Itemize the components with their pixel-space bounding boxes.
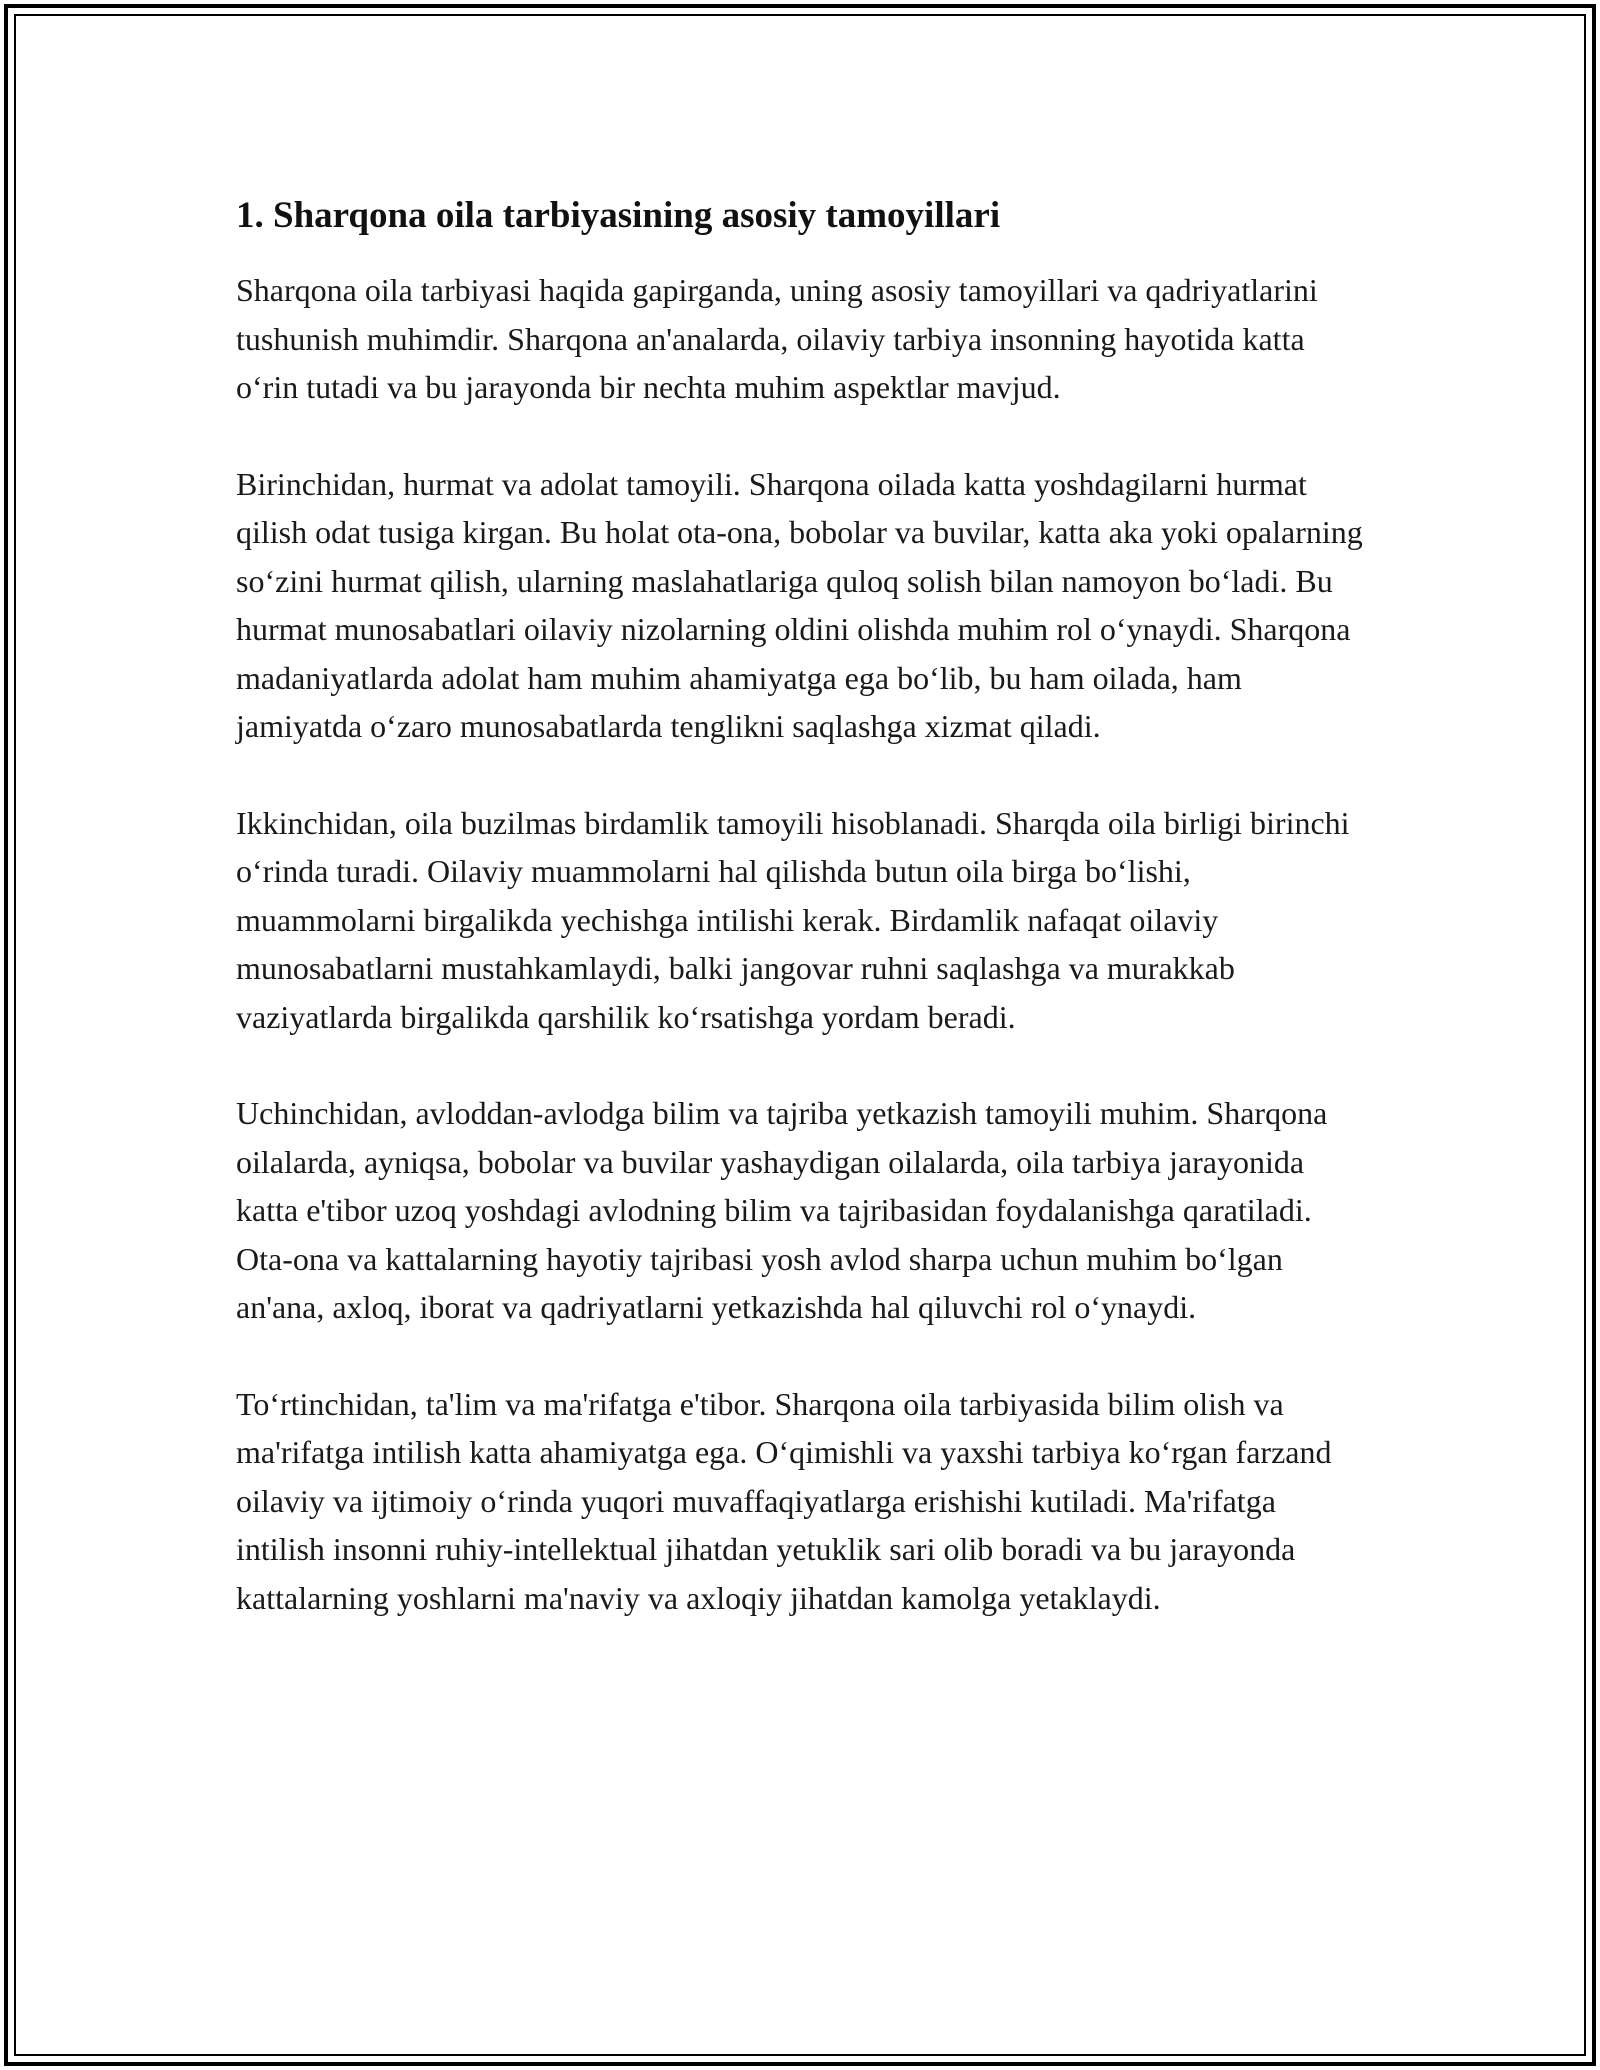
paragraph-generational-knowledge: Uchinchidan, avloddan-avlodga bilim va tajriba yetkazish tamoyili muhim. Sharqona oilalarda, ayniqsa, bobolar va buvilar yashaydigan oilalarda, oila tarbiya jarayonida katta e'tibor uzoq yoshdagi avlodning bilim va tajribasidan foydalanishga qaratiladi. Ota-ona va kattalarning hayotiy tajribasi yosh avlod sharpa uchun muhim bo‘lgan an'ana, axloq, iborat va qadriyatlarni yetkazishda hal qiluvchi rol o‘ynaydi.: [236, 1095, 1328, 1325]
document-body: [236, 188, 1366, 1670]
paragraph-family-unity: Ikkinchidan, oila buzilmas birdamlik tamoyili hisoblanadi. Sharqda oila birligi birinchi o‘rinda turadi. Oilaviy muammolarni hal qilishda butun oila birga bo‘lishi, muammolarni birgalikda yechishga intilishi kerak. Birdamlik nafaqat oilaviy munosabatlarni mustahkamlaydi, balki jangovar ruhni saqlashga va murakkab vaziyatlarda birgalikda qarshilik ko‘rsatishga yordam beradi.: [236, 804, 1350, 1035]
paragraph-education: To‘rtinchidan, ta'lim va ma'rifatga e'tibor. Sharqona oila tarbiyasida bilim olish va ma'rifatga intilish katta ahamiyatga ega. O‘qimishli va yaxshi tarbiya ko‘rgan farzand oilaviy va ijtimoiy o‘rinda yuqori muvaffaqiyatlarga erishishi kutiladi. Ma'rifatga intilish insonni ruhiy-intellektual jihatdan yetuklik sari olib boradi va bu jarayonda kattalarning yoshlarni ma'naviy va axloqiy jihatdan kamolga yetaklaydi.: [236, 1385, 1332, 1616]
section-heading: 1. Sharqona oila tarbiyasining asosiy tamoyillari: [236, 195, 1001, 236]
paragraph-intro: Sharqona oila tarbiyasi haqida gapirganda, uning asosiy tamoyillari va qadriyatlarini tushunish muhimdir. Sharqona an'analarda, oilaviy tarbiya insonning hayotida katta o‘rin tutadi va bu jarayonda bir nechta muhim aspektlar mavjud.: [236, 272, 1318, 405]
paragraph-respect-justice: Birinchidan, hurmat va adolat tamoyili. Sharqona oilada katta yoshdagilarni hurmat qilish odat tusiga kirgan. Bu holat ota-ona, bobolar va buvilar, katta aka yoki opalarning so‘zini hurmat qilish, ularning maslahatlariga quloq solish bilan namoyon bo‘ladi. Bu hurmat munosabatlari oilaviy nizolarning oldini olishda muhim rol o‘ynaydi. Sharqona madaniyatlarda adolat ham muhim ahamiyatga ega bo‘lib, bu ham oilada, ham jamiyatda o‘zaro munosabatlarda tenglikni saqlashga xizmat qiladi.: [236, 465, 1363, 744]
